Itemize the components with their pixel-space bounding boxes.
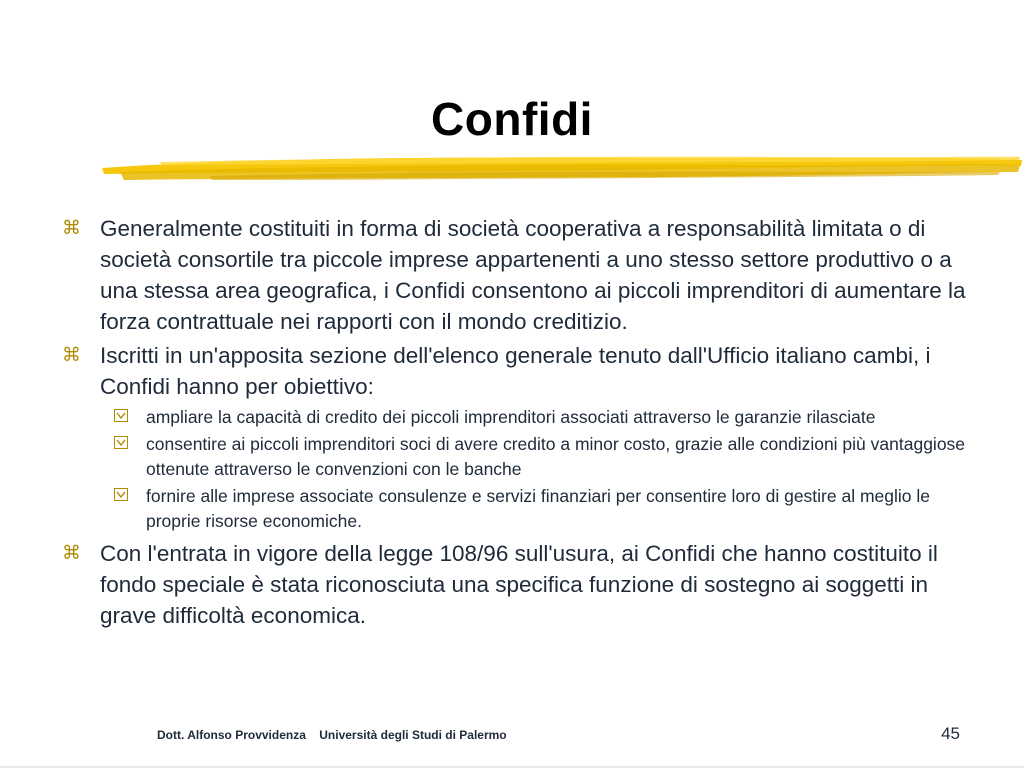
sub-bullet-text: ampliare la capacità di credito dei piccoli imprenditori associati attraverso le garanzie rilasciate (146, 407, 876, 427)
sub-bullet-item (62, 484, 972, 534)
bullet-item (62, 213, 972, 337)
sub-bullet-item (62, 405, 972, 430)
sub-bullet-text: consentire ai piccoli imprenditori soci di avere credito a minor costo, grazie alle condizioni più vantaggiose ottenute attraverso le convenzioni con le banche (146, 434, 966, 479)
checkbox-bullet-icon (114, 409, 128, 422)
bullet-text: Iscritti in un'apposita sezione dell'elenco generale tenuto dall'Ufficio italiano cambi, i Confidi hanno per obiettivo: (100, 343, 931, 399)
slide-footer (157, 728, 507, 742)
footer-institution: Università degli Studi di Palermo (319, 728, 507, 742)
title-underline-brushstroke (100, 150, 1024, 190)
command-key-bullet-icon: ⌘ (62, 217, 81, 239)
sub-bullet-item (62, 432, 972, 482)
command-key-bullet-icon: ⌘ (62, 344, 81, 366)
footer-author: Dott. Alfonso Provvidenza (157, 728, 306, 742)
bullet-item (62, 340, 972, 402)
slide-content (62, 213, 972, 634)
command-key-bullet-icon: ⌘ (62, 542, 81, 564)
bullet-text: Generalmente costituiti in forma di società cooperativa a responsabilità limitata o di società consortile tra piccole imprese appartenenti a uno stesso settore produttivo o a una stessa area geografica, i Confidi consentono ai piccoli imprenditori di aumentare la forza contrattuale nei rapporti con il mondo creditizio. (100, 216, 966, 334)
checkbox-bullet-icon (114, 488, 128, 501)
checkbox-bullet-icon (114, 436, 128, 449)
slide-title: Confidi (431, 93, 593, 145)
bullet-item (62, 538, 972, 631)
bullet-text: Con l'entrata in vigore della legge 108/96 sull'usura, ai Confidi che hanno costituito il fondo speciale è stata riconosciuta una specifica funzione di sostegno ai soggetti in grave difficoltà economica. (100, 541, 938, 628)
sub-bullet-text: fornire alle imprese associate consulenze e servizi finanziari per consentire loro di gestire al meglio le proprie risorse economiche. (146, 486, 930, 531)
page-number: 45 (941, 724, 960, 743)
